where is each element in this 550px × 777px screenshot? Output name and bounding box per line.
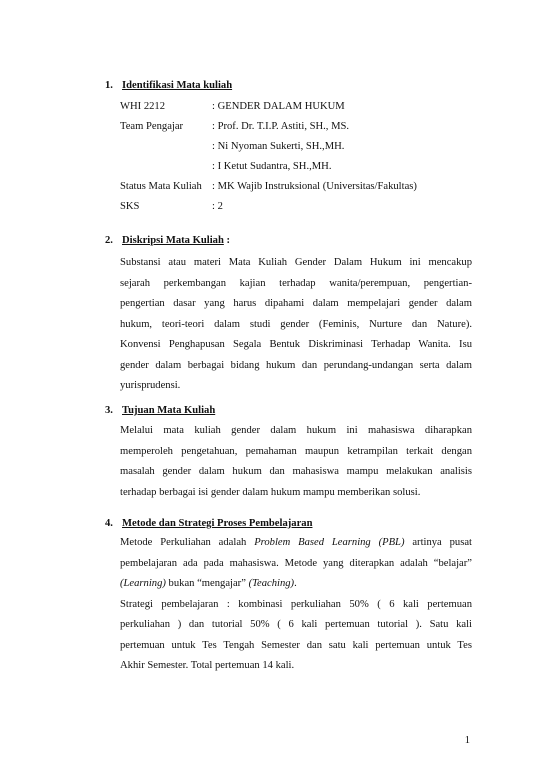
section-title: Identifikasi Mata kuliah xyxy=(122,80,233,91)
paragraph-line: hukum, teori-teori dalam studi gender (Feminis, Nurture dan Nature). xyxy=(120,318,472,330)
paragraph-line: memperoleh pengetahuan, pemahaman maupun ketrampilan terkait dengan xyxy=(120,445,472,457)
info-row xyxy=(120,141,344,152)
section-number: 3. xyxy=(105,405,113,416)
paragraph-line: pembelajaran ada pada mahasiswa. Metode yang diterapkan adalah “belajar” xyxy=(120,557,472,569)
info-row xyxy=(120,101,345,112)
info-value: : MK Wajib Instruksional (Universitas/Fakultas) xyxy=(212,181,417,192)
description-paragraph xyxy=(120,253,472,397)
info-row xyxy=(120,201,223,212)
info-value: : Ni Nyoman Sukerti, SH.,MH. xyxy=(212,141,345,152)
paragraph-line: perkuliahan ) dan tutorial 50% ( 6 kali pertemuan tutorial ). Satu kali xyxy=(120,619,472,630)
paragraph-line: Akhir Semester. Total pertemuan 14 kali. xyxy=(120,660,295,671)
text-run: Metode Perkuliahan adalah xyxy=(120,537,255,548)
section-4-heading xyxy=(105,518,312,529)
method-paragraph xyxy=(120,533,472,677)
info-label: Status Mata Kuliah xyxy=(120,181,202,192)
paragraph-line: pertemuan untuk Tes Tengah Semester dan satu kali pertemuan untuk Tes xyxy=(120,639,472,651)
info-row xyxy=(120,181,417,192)
info-label: Team Pengajar xyxy=(120,121,184,132)
paragraph-line xyxy=(120,533,472,554)
paragraph-line: yurisprudensi. xyxy=(120,380,181,391)
paragraph-line: pengertian dasar yang harus dipahami dalam mempelajari gender dalam xyxy=(120,298,472,309)
section-title: Diskripsi Mata Kuliah xyxy=(122,235,224,246)
paragraph-line: Melalui mata kuliah gender dalam hukum ini mahasiswa diharapkan xyxy=(120,425,472,436)
paragraph-line: masalah gender dalam hukum dan mahasiswa mampu melakukan analisis xyxy=(120,466,472,477)
info-label: SKS xyxy=(120,201,140,212)
text-run: . xyxy=(294,578,297,589)
page-number: 1 xyxy=(464,735,470,746)
info-value: : 2 xyxy=(212,201,223,212)
info-value: : GENDER DALAM HUKUM xyxy=(212,101,345,112)
paragraph-line: Konvensi Penghapusan Segala Bentuk Diskriminasi Terhadap Wanita. Isu xyxy=(120,339,472,350)
italic-term: (Learning) xyxy=(120,578,166,589)
info-row xyxy=(120,161,331,172)
objective-paragraph xyxy=(120,421,472,503)
info-value: : I Ketut Sudantra, SH.,MH. xyxy=(212,161,332,172)
paragraph-line: Substansi atau materi Mata Kuliah Gender Dalam Hukum ini mencakup xyxy=(120,257,472,268)
italic-term: Problem Based Learning (PBL) xyxy=(254,537,405,548)
paragraph-line: Strategi pembelajaran : kombinasi perkuliahan 50% ( 6 kali pertemuan xyxy=(120,598,472,610)
paragraph-line xyxy=(120,574,472,595)
section-title: Metode dan Strategi Proses Pembelajaran xyxy=(122,518,313,529)
text-run: bukan “mengajar” xyxy=(165,578,249,589)
section-2-heading xyxy=(105,235,230,246)
paragraph-line: terhadap berbagai isi gender dalam hukum mampu memberikan solusi. xyxy=(120,486,421,498)
info-row xyxy=(120,121,349,132)
info-label: WHI 2212 xyxy=(120,101,166,112)
text-run: artinya pusat xyxy=(404,537,472,548)
section-1-heading xyxy=(105,80,232,91)
section-title-suffix: : xyxy=(223,235,231,246)
section-title: Tujuan Mata Kuliah xyxy=(122,405,216,416)
paragraph-line: gender dalam berbagai bidang hukum dan perundang-undangan serta dalam xyxy=(120,359,472,371)
italic-term: (Teaching) xyxy=(248,578,295,589)
section-3-heading xyxy=(105,405,215,416)
section-number: 2. xyxy=(105,235,113,246)
info-value: : Prof. Dr. T.I.P. Astiti, SH., MS. xyxy=(212,121,350,132)
section-number: 4. xyxy=(105,518,113,529)
section-number: 1. xyxy=(105,80,113,91)
paragraph-line: sejarah perkembangan kajian terhadap wanita/perempuan, pengertian- xyxy=(120,277,472,289)
